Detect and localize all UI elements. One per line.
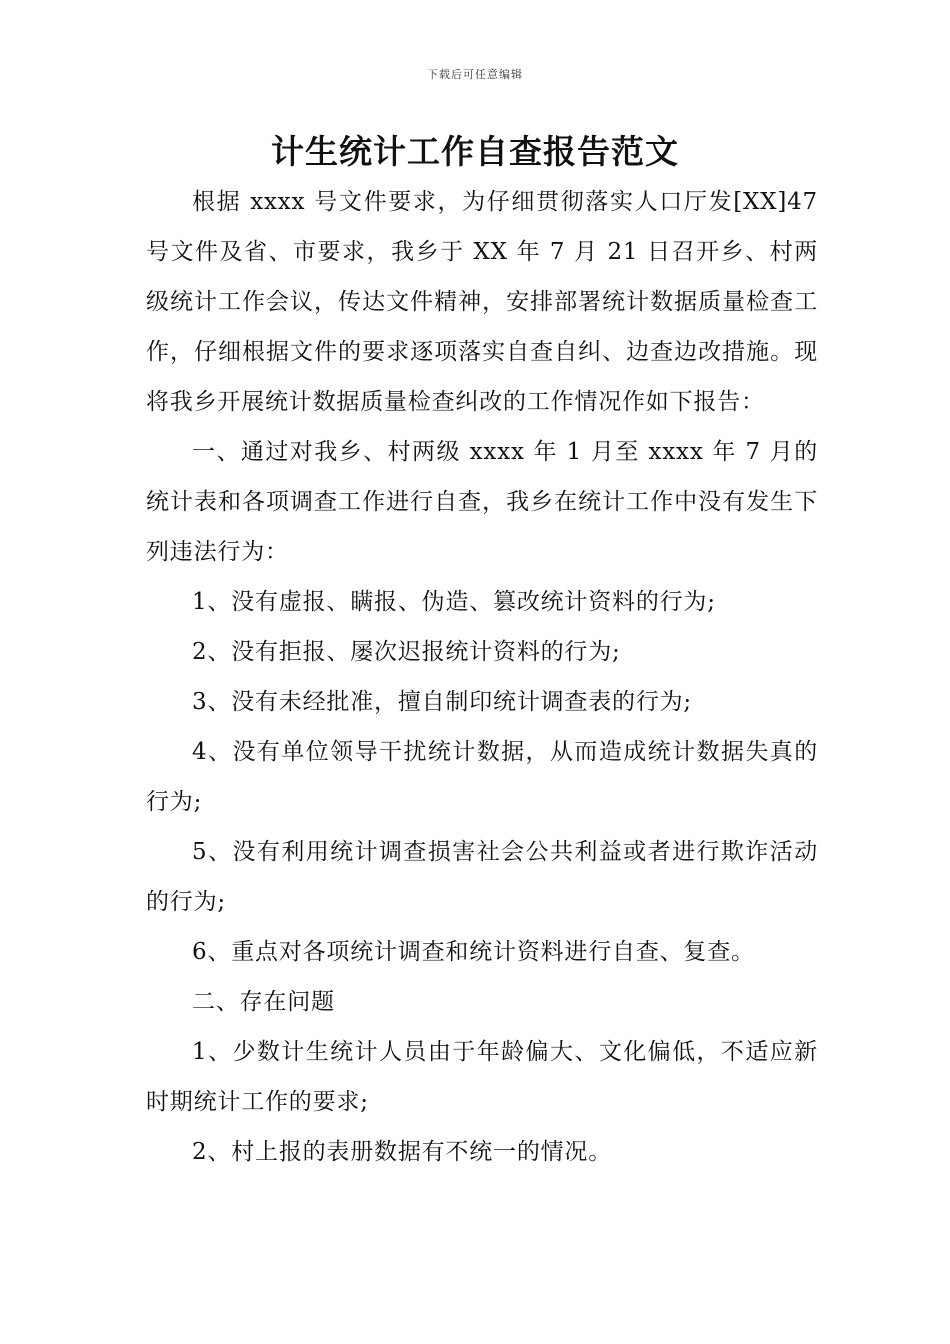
list-item-6: 6、重点对各项统计调查和统计资料进行自查、复查。 (192, 939, 755, 965)
document-body (146, 177, 818, 1177)
paragraph-section-one: 一、通过对我乡、村两级 xxxx 年 1 月至 xxxx 年 7 月的统计表和各项调查工作进行自查，我乡在统计工作中没有发生下列违法行为： (146, 439, 818, 565)
document-title: 计生统计工作自查报告范文 (271, 132, 679, 171)
list-item-3: 3、没有未经批准，擅自制印统计调查表的行为; (192, 689, 692, 715)
header-note: 下载后可任意编辑 (427, 68, 523, 81)
problem-item-2: 2、村上报的表册数据有不统一的情况。 (192, 1139, 613, 1165)
list-item-4: 4、没有单位领导干扰统计数据，从而造成统计数据失真的行为; (146, 739, 818, 815)
list-item-1: 1、没有虚报、瞒报、伪造、篡改统计资料的行为; (192, 589, 716, 615)
problem-item-1: 1、少数计生统计人员由于年龄偏大、文化偏低，不适应新时期统计工作的要求; (146, 1039, 818, 1115)
section-heading-two: 二、存在问题 (192, 989, 335, 1015)
paragraph-intro: 根据 xxxx 号文件要求，为仔细贯彻落实人口厅发[XX]47 号文件及省、市要求，我乡于 XX 年 7 月 21 日召开乡、村两级统计工作会议，传达文件精神，安排部署统计数据质量检查工作，仔细根据文件的要求逐项落实自查自纠、边查边改措施。现将我乡开展统计数据质量检查纠改的工作情况作如下报告： (146, 189, 818, 415)
list-item-2: 2、没有拒报、屡次迟报统计资料的行为; (192, 639, 621, 665)
list-item-5: 5、没有利用统计调查损害社会公共利益或者进行欺诈活动的行为; (146, 839, 818, 915)
